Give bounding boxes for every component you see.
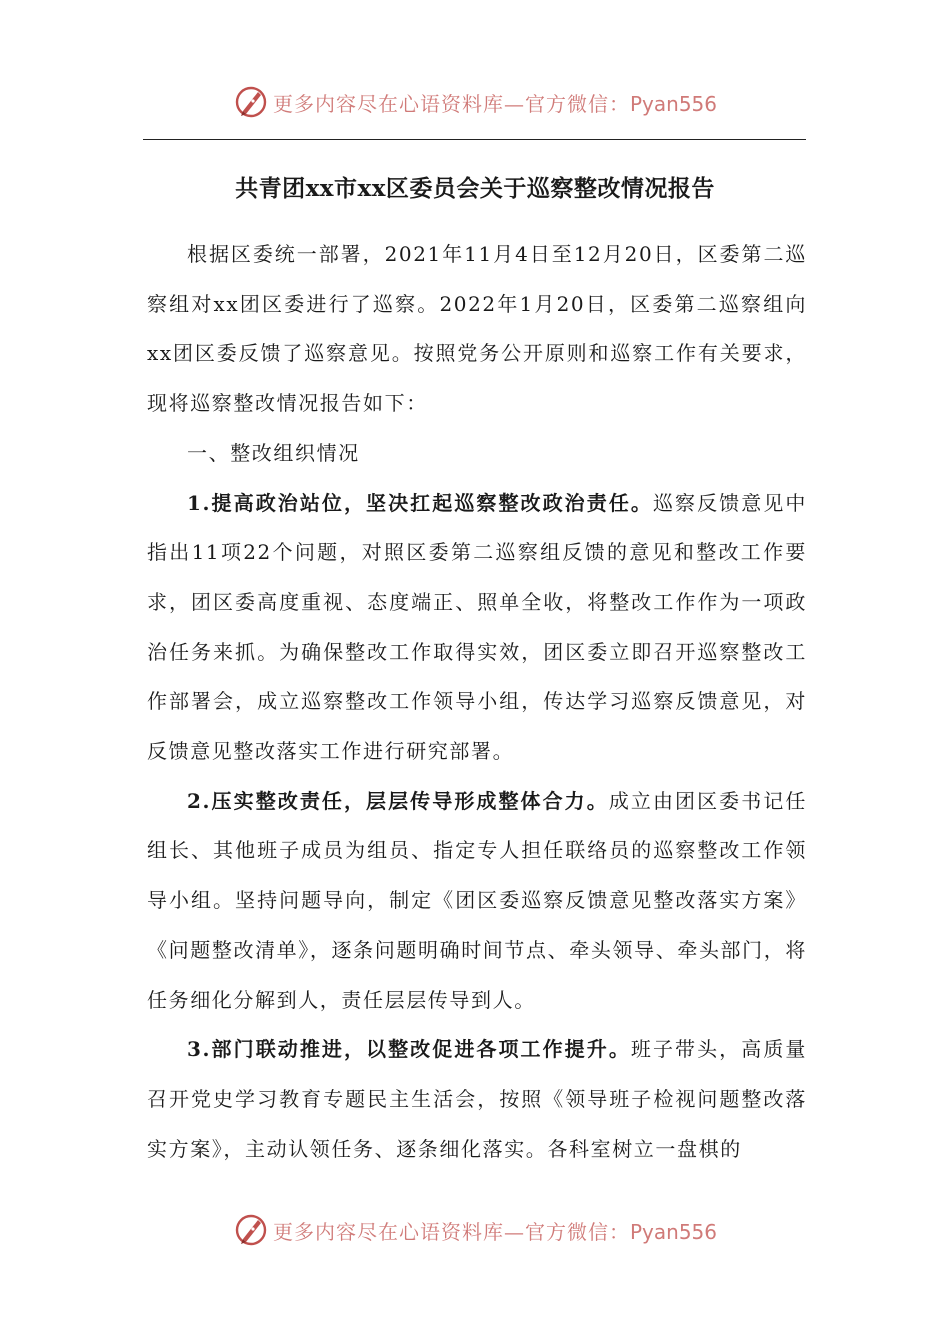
item-lead: 1.提高政治站位，坚决扛起巡察整改政治责任。 xyxy=(187,490,653,515)
document-body xyxy=(147,230,807,1174)
item-lead: 3.部门联动推进，以整改促进各项工作提升。 xyxy=(187,1037,631,1062)
banner-text: 更多内容尽在心语资料库—官方微信：Pyan556 xyxy=(272,91,717,116)
pen-logo-icon xyxy=(233,1212,269,1248)
header-banner xyxy=(0,80,950,124)
header-divider xyxy=(143,139,806,140)
section-heading: 一、整改组织情况 xyxy=(187,440,360,465)
item-paragraph xyxy=(147,1025,807,1174)
item-paragraph xyxy=(147,777,807,1026)
item-paragraph xyxy=(147,479,807,777)
item-lead: 2.压实整改责任，层层传导形成整体合力。 xyxy=(187,788,609,813)
document-title: 共青团xx市xx区委员会关于巡察整改情况报告 xyxy=(235,175,715,202)
footer-banner xyxy=(0,1208,950,1252)
item-text: 班子带头，高质量召开党史学习教育专题民主生活会，按照《领导班子检视问题整改落实方案》，主动认领任务、逐条细化落实。各科室树立一盘棋的 xyxy=(147,1037,807,1161)
pen-logo-icon xyxy=(233,84,269,120)
item-text: 成立由团区委书记任组长、其他班子成员为组员、指定专人担任联络员的巡察整改工作领导小组。坚持问题导向，制定《团区委巡察反馈意见整改落实方案》《问题整改清单》，逐条问题明确时间节点、牵头领导、牵头部门，将任务细化分解到人，责任层层传导到人。 xyxy=(147,788,807,1012)
intro-paragraph: 根据区委统一部署，2021年11月4日至12月20日，区委第二巡察组对xx团区委进行了巡察。2022年1月20日，区委第二巡察组向xx团区委反馈了巡察意见。按照党务公开原则和巡察工作有关要求，现将巡察整改情况报告如下： xyxy=(147,242,807,416)
banner-text: 更多内容尽在心语资料库—官方微信：Pyan556 xyxy=(272,1219,717,1244)
item-text: 巡察反馈意见中指出11项22个问题，对照区委第二巡察组反馈的意见和整改工作要求，团区委高度重视、态度端正、照单全收，将整改工作作为一项政治任务来抓。为确保整改工作取得实效，团区委立即召开巡察整改工作部署会，成立巡察整改工作领导小组，传达学习巡察反馈意见，对反馈意见整改落实工作进行研究部署。 xyxy=(147,490,807,764)
